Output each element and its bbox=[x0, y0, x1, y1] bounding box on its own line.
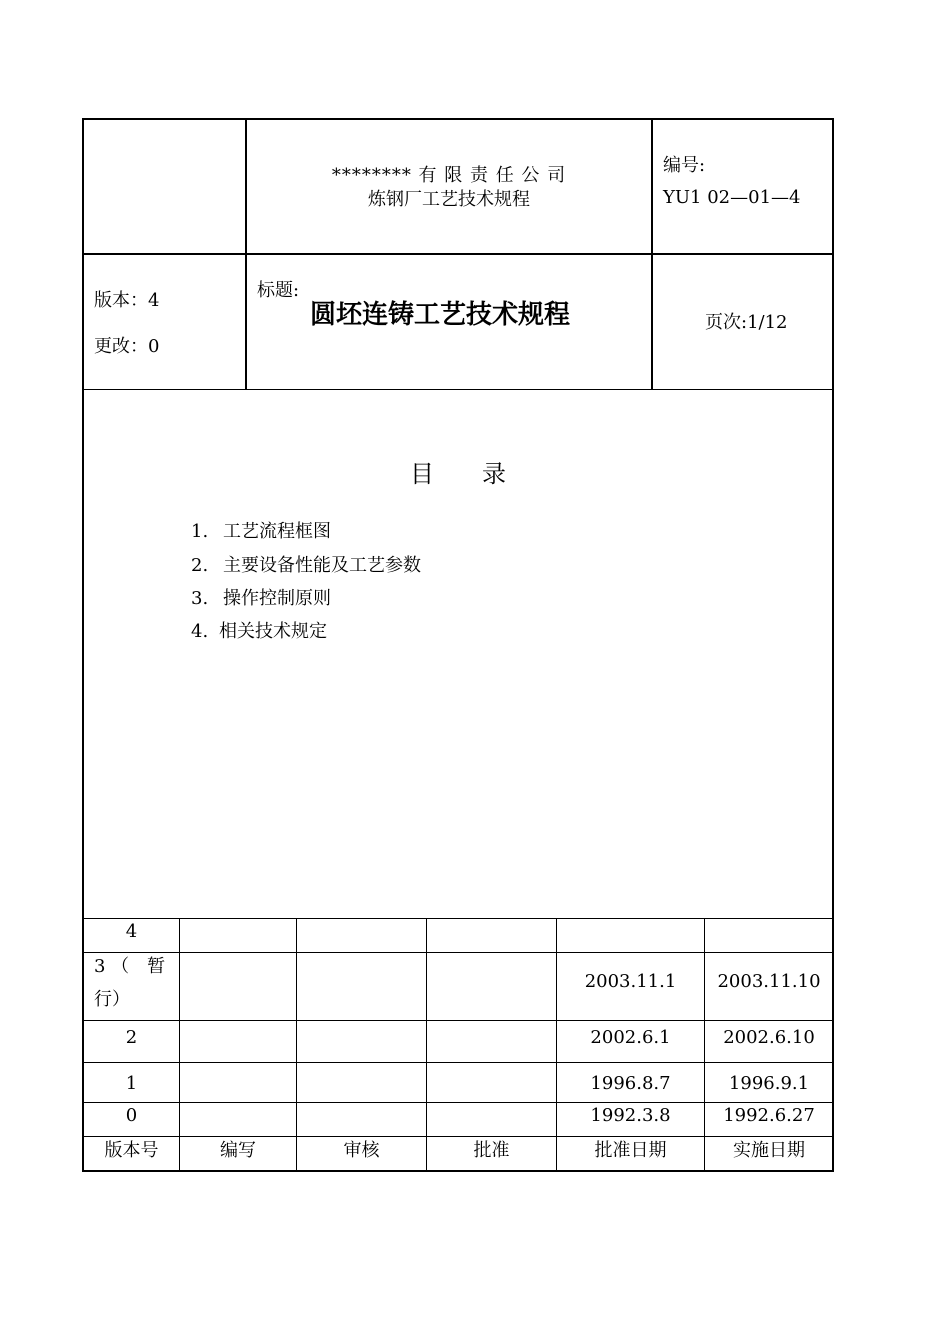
toc-item-number: 3. bbox=[191, 588, 209, 609]
page-number: 页次:1/12 bbox=[705, 312, 788, 333]
department-name: 炼钢厂工艺技术规程 bbox=[368, 189, 530, 210]
company-name: ******** 有 限 责 任 公 司 bbox=[331, 165, 567, 186]
code-label: 编号: bbox=[663, 155, 706, 176]
toc-item-text: 主要设备性能及工艺参数 bbox=[223, 555, 421, 576]
toc-item-text: 操作控制原则 bbox=[223, 588, 331, 609]
column-header-reviewer: 审核 bbox=[343, 1140, 380, 1161]
revision-approve-date: 1996.8.7 bbox=[590, 1073, 671, 1094]
revision-approve-date: 1992.3.8 bbox=[590, 1105, 671, 1126]
toc-item-number: 1. bbox=[191, 521, 209, 542]
toc-item bbox=[191, 551, 421, 577]
revision-approve-date: 2003.11.1 bbox=[584, 971, 677, 992]
column-header-version: 版本号 bbox=[104, 1140, 159, 1161]
column-header-author: 编写 bbox=[220, 1140, 256, 1161]
toc-item bbox=[191, 617, 327, 643]
revision-approve-date: 2002.6.1 bbox=[590, 1027, 671, 1048]
document-title: 圆坯连铸工艺技术规程 bbox=[310, 300, 571, 330]
revision-version-cont: 行） bbox=[94, 989, 130, 1010]
change-label: 更改：0 bbox=[94, 336, 160, 357]
revision-version: 4 bbox=[125, 921, 138, 942]
version-label: 版本：4 bbox=[94, 290, 160, 311]
revision-version: 3 （ 暂 bbox=[94, 956, 166, 977]
column-header-approver: 批准 bbox=[473, 1140, 510, 1161]
toc-item-number: 4. bbox=[191, 621, 209, 642]
revision-version: 1 bbox=[125, 1073, 138, 1094]
toc-item-number: 2. bbox=[191, 555, 209, 576]
toc-item bbox=[191, 517, 331, 543]
revision-effective-date: 1996.9.1 bbox=[728, 1073, 810, 1094]
toc-item-text: 工艺流程框图 bbox=[223, 521, 331, 542]
revision-effective-date: 1992.6.27 bbox=[723, 1105, 815, 1126]
title-label: 标题: bbox=[257, 280, 300, 301]
toc-item bbox=[191, 584, 331, 610]
revision-version: 0 bbox=[125, 1105, 138, 1126]
revision-effective-date: 2002.6.10 bbox=[723, 1027, 815, 1048]
revision-effective-date: 2003.11.10 bbox=[717, 971, 821, 992]
code-value: YU1 02—01—4 bbox=[663, 187, 801, 208]
toc-heading: 目 录 bbox=[410, 460, 506, 488]
column-header-approve-date: 批准日期 bbox=[594, 1140, 667, 1161]
column-header-effective-date: 实施日期 bbox=[733, 1140, 805, 1161]
revision-version: 2 bbox=[125, 1027, 138, 1048]
toc-item-text: 相关技术规定 bbox=[219, 621, 327, 642]
